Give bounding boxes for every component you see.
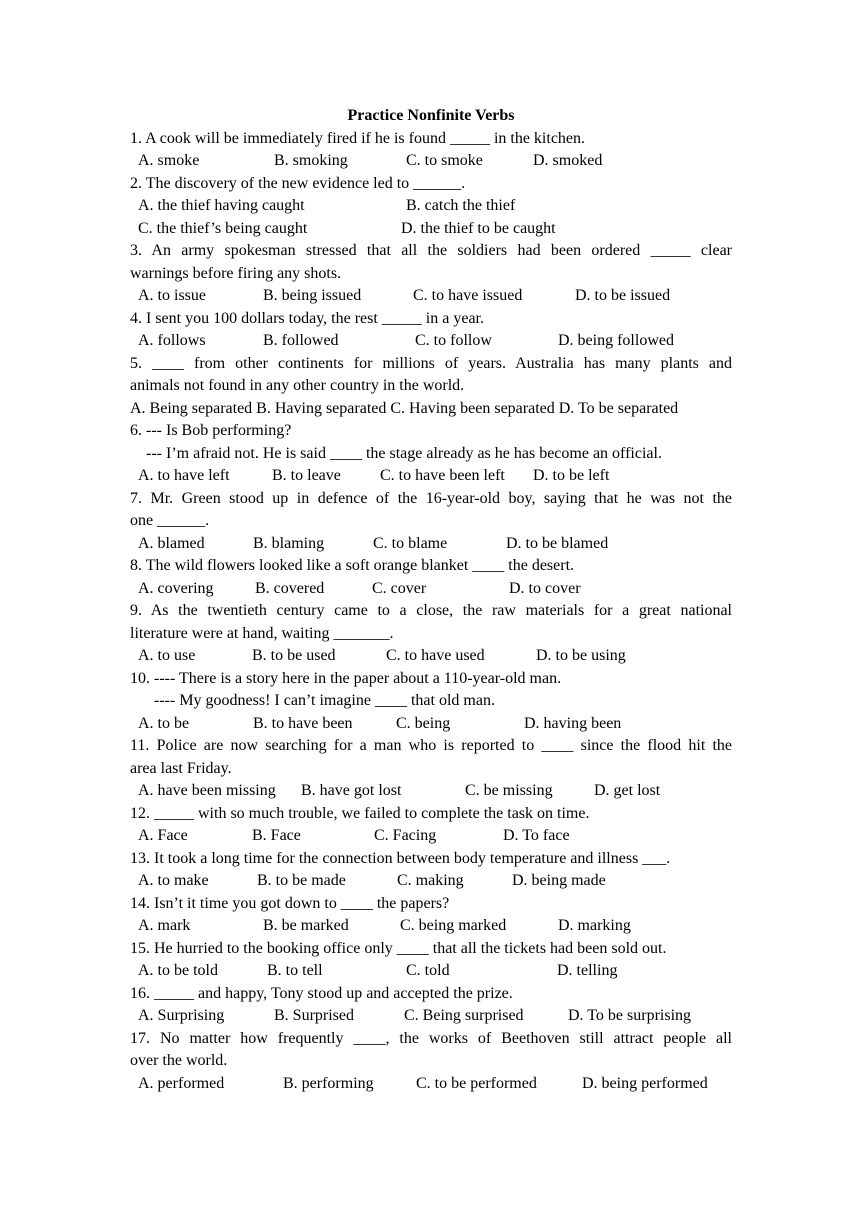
answer-option: B. blaming	[253, 534, 325, 552]
question-text: 5. ____ from other continents for millions of years. Australia has many plants and	[130, 354, 732, 372]
answer-option: B. Surprised	[274, 1007, 354, 1024]
answer-option: D. the thief to be caught	[401, 219, 556, 237]
answer-option: B. being issued	[263, 287, 362, 304]
question-2	[130, 173, 732, 241]
answer-option: C. to have used	[386, 647, 485, 664]
answer-option: D. being made	[512, 872, 606, 889]
answer-option: A. mark	[138, 917, 191, 934]
question-17	[130, 1028, 732, 1096]
question-text: 1. A cook will be immediately fired if he is found _____ in the kitchen.	[130, 129, 586, 147]
question-text: 3. An army spokesman stressed that all the soldiers had been ordered _____ clear	[130, 242, 732, 259]
question-12	[130, 803, 732, 848]
answer-option: C. to have issued	[413, 287, 523, 304]
answer-option: D. being performed	[582, 1074, 708, 1092]
answer-option: A. covering	[138, 579, 214, 597]
options-row	[130, 578, 732, 601]
answer-option: A. follows	[138, 332, 206, 349]
options-row	[130, 1005, 732, 1028]
question-text: 8. The wild flowers looked like a soft orange blanket ____ the desert.	[130, 557, 575, 574]
question-text: 11. Police are now searching for a man who is reported to ____ since the flood hit the	[130, 737, 732, 754]
answer-option: B. have got lost	[301, 782, 402, 799]
answer-option: D. To be surprising	[568, 1007, 692, 1024]
answer-option: C. cover	[372, 579, 427, 597]
answer-option: B. to be made	[257, 872, 346, 889]
question-6	[130, 420, 732, 488]
answer-option: A. smoke	[138, 152, 200, 169]
question-4	[130, 308, 732, 353]
options-row	[130, 713, 732, 736]
question-5	[130, 353, 732, 421]
answer-option: C. to be performed	[416, 1074, 537, 1092]
answer-option: B. be marked	[263, 917, 349, 934]
answer-option: B. to have been	[253, 714, 353, 732]
question-text: ---- My goodness! I can’t imagine ____ that old man.	[130, 692, 495, 709]
answer-option: A. Face	[138, 827, 188, 844]
answer-option: B. followed	[263, 332, 339, 349]
answer-option: B. performing	[283, 1074, 374, 1092]
answer-option: D. to be left	[533, 467, 610, 484]
options-row	[130, 645, 732, 668]
answer-option: D. having been	[524, 714, 622, 732]
answer-option: C. to follow	[415, 332, 492, 349]
answer-option: D. marking	[558, 917, 631, 934]
question-text: 17. No matter how frequently ____, the works of Beethoven still attract people all	[130, 1029, 732, 1047]
question-text: 16. _____ and happy, Tony stood up and accepted the prize.	[130, 984, 513, 1002]
answer-option: D. being followed	[558, 332, 674, 349]
question-text: 9. As the twentieth century came to a close, the raw materials for a great national	[130, 602, 732, 619]
question-11	[130, 735, 732, 803]
answer-option: C. told	[406, 962, 450, 979]
question-16	[130, 983, 732, 1028]
question-text: warnings before firing any shots.	[130, 264, 342, 282]
question-15	[130, 938, 732, 983]
options-row	[130, 285, 732, 308]
answer-option: D. to be issued	[575, 287, 671, 304]
answer-option: A. Being separated B. Having separated C. Having been separated D. To be separated	[130, 399, 679, 417]
question-text: 7. Mr. Green stood up in defence of the 16-year-old boy, saying that he was not the	[130, 489, 732, 507]
answer-option: B. catch the thief	[406, 197, 516, 214]
answer-option: A. blamed	[138, 534, 205, 552]
answer-option: B. to tell	[267, 962, 323, 979]
answer-option: B. to leave	[272, 467, 341, 484]
question-8	[130, 555, 732, 600]
answer-option: B. covered	[255, 579, 325, 597]
question-text: 13. It took a long time for the connection between body temperature and illness ___.	[130, 849, 671, 867]
answer-option: C. Being surprised	[404, 1007, 524, 1024]
answer-option: D. to be using	[536, 647, 626, 664]
question-13	[130, 848, 732, 893]
options-row	[130, 780, 732, 803]
question-text: 4. I sent you 100 dollars today, the rest _____ in a year.	[130, 309, 484, 327]
options-row	[130, 1073, 732, 1096]
answer-option: A. to use	[138, 647, 196, 664]
answer-option: A. to issue	[138, 287, 206, 304]
answer-option: C. to blame	[373, 534, 448, 552]
question-text: over the world.	[130, 1052, 228, 1069]
question-list	[130, 128, 732, 1096]
options-row	[130, 195, 732, 218]
question-9	[130, 600, 732, 668]
question-text: literature were at hand, waiting _______.	[130, 624, 394, 642]
page-title: Practice Nonfinite Verbs	[347, 107, 515, 124]
options-row	[130, 825, 732, 848]
question-7	[130, 488, 732, 556]
answer-option: D. to cover	[509, 579, 581, 597]
question-text: 10. ---- There is a story here in the paper about a 110-year-old man.	[130, 669, 562, 687]
question-text: area last Friday.	[130, 759, 232, 777]
answer-option: D. telling	[557, 962, 618, 979]
options-row	[130, 465, 732, 488]
question-10	[130, 668, 732, 736]
options-row	[130, 398, 732, 421]
answer-option: D. smoked	[533, 152, 603, 169]
answer-option: C. Facing	[374, 827, 437, 844]
answer-option: C. the thief’s being caught	[138, 219, 308, 237]
options-row	[130, 218, 732, 241]
question-1	[130, 128, 732, 173]
options-row	[130, 915, 732, 938]
answer-option: B. Face	[252, 827, 301, 844]
answer-option: B. smoking	[274, 152, 348, 169]
question-text: --- I’m afraid not. He is said ____ the stage already as he has become an official.	[130, 444, 662, 462]
answer-option: A. the thief having caught	[138, 197, 305, 214]
question-text: one ______.	[130, 512, 210, 529]
question-3	[130, 240, 732, 308]
options-row	[130, 960, 732, 983]
options-row	[130, 533, 732, 556]
question-text: 14. Isn’t it time you got down to ____ the papers?	[130, 894, 450, 912]
answer-option: A. have been missing	[138, 782, 276, 799]
answer-option: D. To face	[503, 827, 570, 844]
answer-option: A. to be told	[138, 962, 218, 979]
answer-option: A. to have left	[138, 467, 230, 484]
answer-option: A. to be	[138, 714, 190, 732]
answer-option: A. performed	[138, 1074, 225, 1092]
options-row	[130, 150, 732, 173]
options-row	[130, 870, 732, 893]
answer-option: C. to smoke	[406, 152, 483, 169]
answer-option: C. making	[397, 872, 464, 889]
question-14	[130, 893, 732, 938]
options-row	[130, 330, 732, 353]
answer-option: D. to be blamed	[506, 534, 609, 552]
question-text: 2. The discovery of the new evidence led to ______.	[130, 174, 466, 192]
answer-option: C. being marked	[400, 917, 507, 934]
answer-option: C. be missing	[465, 782, 553, 799]
answer-option: C. to have been left	[380, 467, 505, 484]
question-text: 12. _____ with so much trouble, we failed to complete the task on time.	[130, 804, 590, 822]
answer-option: C. being	[396, 714, 451, 732]
answer-option: A. Surprising	[138, 1007, 225, 1024]
answer-option: D. get lost	[594, 782, 661, 799]
question-text: 6. --- Is Bob performing?	[130, 422, 292, 439]
answer-option: B. to be used	[252, 647, 336, 664]
question-text: 15. He hurried to the booking office only ____ that all the tickets had been sold out.	[130, 939, 667, 957]
answer-option: A. to make	[138, 872, 209, 889]
question-text: animals not found in any other country in the world.	[130, 377, 465, 394]
